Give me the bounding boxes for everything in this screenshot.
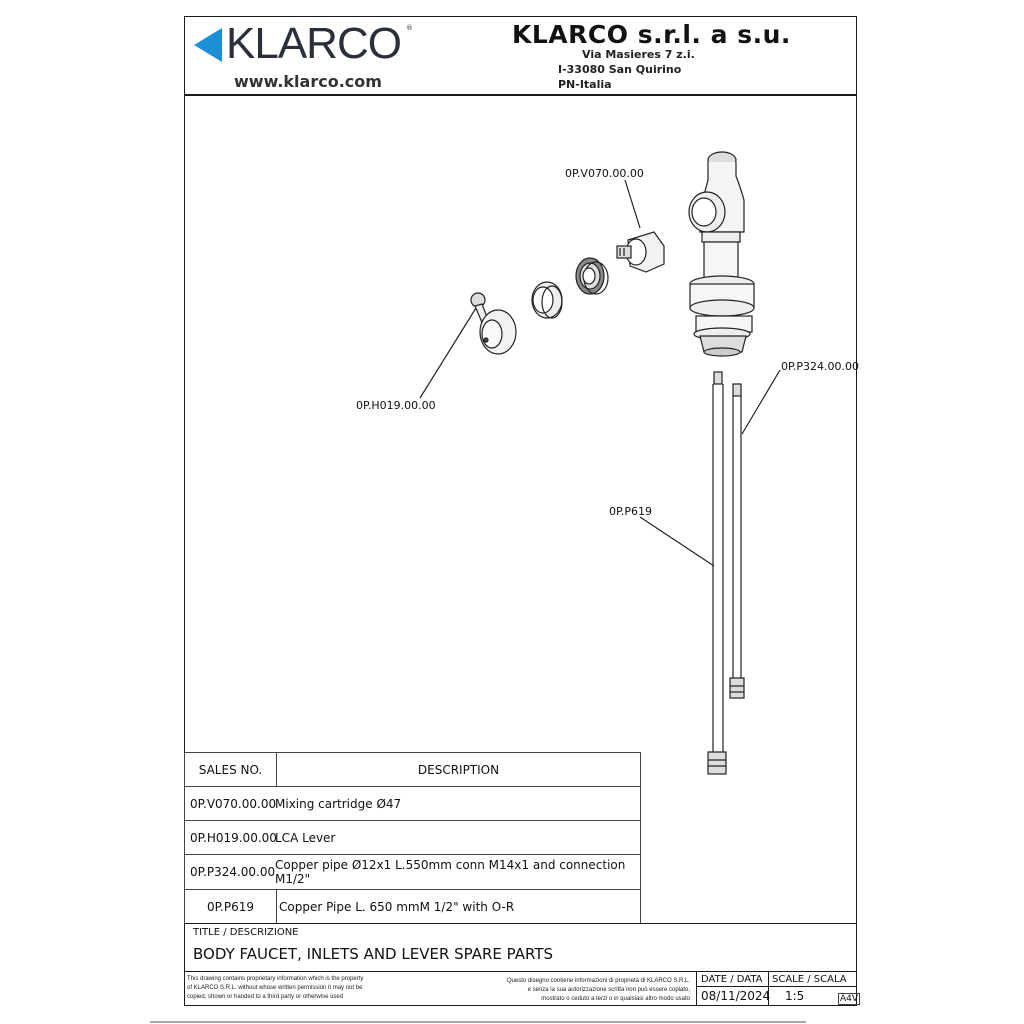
faucet-body-part xyxy=(689,152,754,356)
sheet-size: A4V xyxy=(840,994,859,1004)
leader-lever xyxy=(420,308,476,398)
table-row xyxy=(184,820,641,855)
label-row-divider xyxy=(696,986,857,987)
callout-cartridge: 0P.V070.00.00 xyxy=(565,167,644,180)
address-line-1: Via Masieres 7 z.i. xyxy=(582,48,695,61)
drawing-title: BODY FAUCET, INLETS AND LEVER SPARE PARTS xyxy=(193,945,554,963)
title-label: TITLE / DESCRIZIONE xyxy=(193,927,299,938)
logo-text: KLARCO xyxy=(226,19,401,68)
callout-copper-pipe-619: 0P.P619 xyxy=(609,505,653,518)
row-sales-no: 0P.V070.00.00 xyxy=(190,796,277,811)
lever-part xyxy=(471,293,516,354)
row-sales-no: 0P.P619 xyxy=(207,899,254,914)
header-description xyxy=(276,752,641,787)
row-sales-no: 0P.P324.00.00 xyxy=(190,865,276,879)
scale-value: 1:5 xyxy=(785,989,805,1003)
threaded-nut-part xyxy=(576,258,608,294)
cartridge-part xyxy=(617,232,664,272)
notice-it-line-3: mostrato o ceduto a terzi o in qualsiasi altro modo usato xyxy=(541,996,690,1002)
callout-copper-pipe-324: 0P.P324.00.00 xyxy=(781,360,860,373)
title-block-top xyxy=(184,923,857,924)
address-line-3: PN-Italia xyxy=(558,78,612,91)
notice-en-line-1: This drawing contains proprietary information which is the property xyxy=(187,976,364,982)
row-description: Copper pipe Ø12x1 L.550mm conn M14x1 and connection M1/2" xyxy=(275,858,626,886)
date-label: DATE / DATA xyxy=(701,974,763,985)
notice-en-line-2: of KLARCO S.R.L. without whose written permission it may not be xyxy=(187,985,363,991)
date-cell-left-border xyxy=(696,971,697,1006)
notice-it xyxy=(500,977,690,1004)
row-description: Copper Pipe L. 650 mmM 1/2" with O-R xyxy=(279,899,515,914)
header-description-label: DESCRIPTION xyxy=(417,762,500,777)
copper-pipe-p619 xyxy=(708,372,726,774)
leader-cartridge xyxy=(625,180,640,228)
company-name: KLARCO s.r.l. a s.u. xyxy=(512,20,791,49)
copper-pipe-p324 xyxy=(730,384,744,698)
table-row-description-cell xyxy=(276,889,641,924)
notice-en xyxy=(187,975,363,1002)
notice-it-line-2: e senza la sua autorizzazione scritta non può essere copiato, xyxy=(527,987,690,993)
header-sales-no xyxy=(184,752,277,787)
row-description: Mixing cartridge Ø47 xyxy=(275,796,402,811)
callout-lever: 0P.H019.00.00 xyxy=(356,399,436,412)
table-row xyxy=(184,889,277,924)
row-description: LCA Lever xyxy=(275,830,336,845)
notice-it-line-1: Questo disegno contiene informazioni di proprietà di KLARCO S.R.L. xyxy=(506,978,690,984)
logo-registered-mark: ® xyxy=(406,24,413,32)
leader-p324 xyxy=(742,370,780,434)
notice-en-line-3: copied, shown or handed to a third party or otherwise used xyxy=(187,994,344,1000)
address-line-2: I-33080 San Quirino xyxy=(558,63,682,76)
table-row xyxy=(184,854,641,890)
leader-p619 xyxy=(640,517,714,566)
scale-label: SCALE / SCALA xyxy=(772,974,847,985)
escutcheon-ring-part xyxy=(532,282,562,318)
table-row xyxy=(184,786,641,821)
website-url: www.klarco.com xyxy=(234,72,382,91)
row-sales-no: 0P.H019.00.00 xyxy=(190,830,277,845)
header-sales-no-label: SALES NO. xyxy=(198,762,263,777)
title-block-bottom-divider xyxy=(184,971,857,972)
date-value: 08/11/2024 xyxy=(701,989,771,1003)
